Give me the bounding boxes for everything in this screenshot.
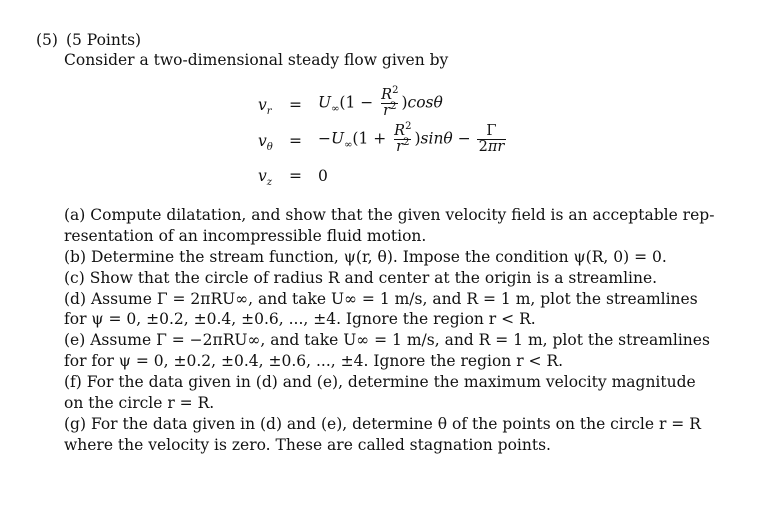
part-f-line-1: (f) For the data given in (d) and (e), determine the maximum velocity magnitude [64,373,696,392]
part-f-line-2: on the circle r = R. [64,394,215,413]
equation-vr [0,85,782,124]
problem-header [36,30,141,50]
part-g-line-2: where the velocity is zero. These are called stagnation points. [64,435,551,454]
equation-vtheta-lhs: $v_\theta$ [258,132,273,154]
equation-vtheta-rhs: $-U_\infty(1$ + $\frac{R^2}{r^2}$ )sinθ − $\frac{\Gamma}{2\pi r}$ [318,121,505,155]
part-e-line-1: (e) Assume Γ = −2πRU∞, and take U∞ = 1 m/s, and R = 1 m, plot the streamlines [64,331,710,350]
part-a-line-1: (a) Compute dilatation, and show that the given velocity field is an acceptable rep- [64,206,715,224]
problem-number: (5) [36,31,58,49]
problem-intro: Consider a two-dimensional steady flow given by [64,51,449,69]
problem-points: (5 Points) [65,31,142,49]
equals-sign: = [289,96,302,114]
equals-sign: = [289,132,302,150]
equation-vz [0,164,782,200]
part-g-line-1: (g) For the data given in (d) and (e), determine θ of the points on the circle r = R [64,414,701,433]
part-d-line-2: for ψ = 0, ±0.2, ±0.4, ±0.6, ..., ±4. Ignore the region r < R. [64,310,536,329]
part-d-line-1: (d) Assume Γ = 2πRU∞, and take U∞ = 1 m/s, and R = 1 m, plot the streamlines [64,289,698,308]
equation-vz-rhs: 0 [318,167,328,185]
equation-vr-lhs: $v_r$ [258,96,272,118]
equation-vz-lhs: $v_z$ [258,167,273,189]
velocity-equations [0,80,782,190]
part-b: (b) Determine the stream function, ψ(r, θ). Impose the condition ψ(R, 0) = 0. [64,247,667,266]
part-a-line-2: resentation of an incompressible fluid motion. [64,226,427,245]
equation-vr-rhs: $U_\infty(1$ − $\frac{R^2}{r^2}$ )cosθ [318,85,443,119]
equation-vtheta [0,121,782,160]
equals-sign: = [289,167,302,185]
problem-parts [64,205,714,456]
part-c: (c) Show that the circle of radius R and center at the origin is a streamline. [64,268,658,287]
part-e-line-2: for for ψ = 0, ±0.2, ±0.4, ±0.6, ..., ±4. Ignore the region r < R. [64,352,564,371]
